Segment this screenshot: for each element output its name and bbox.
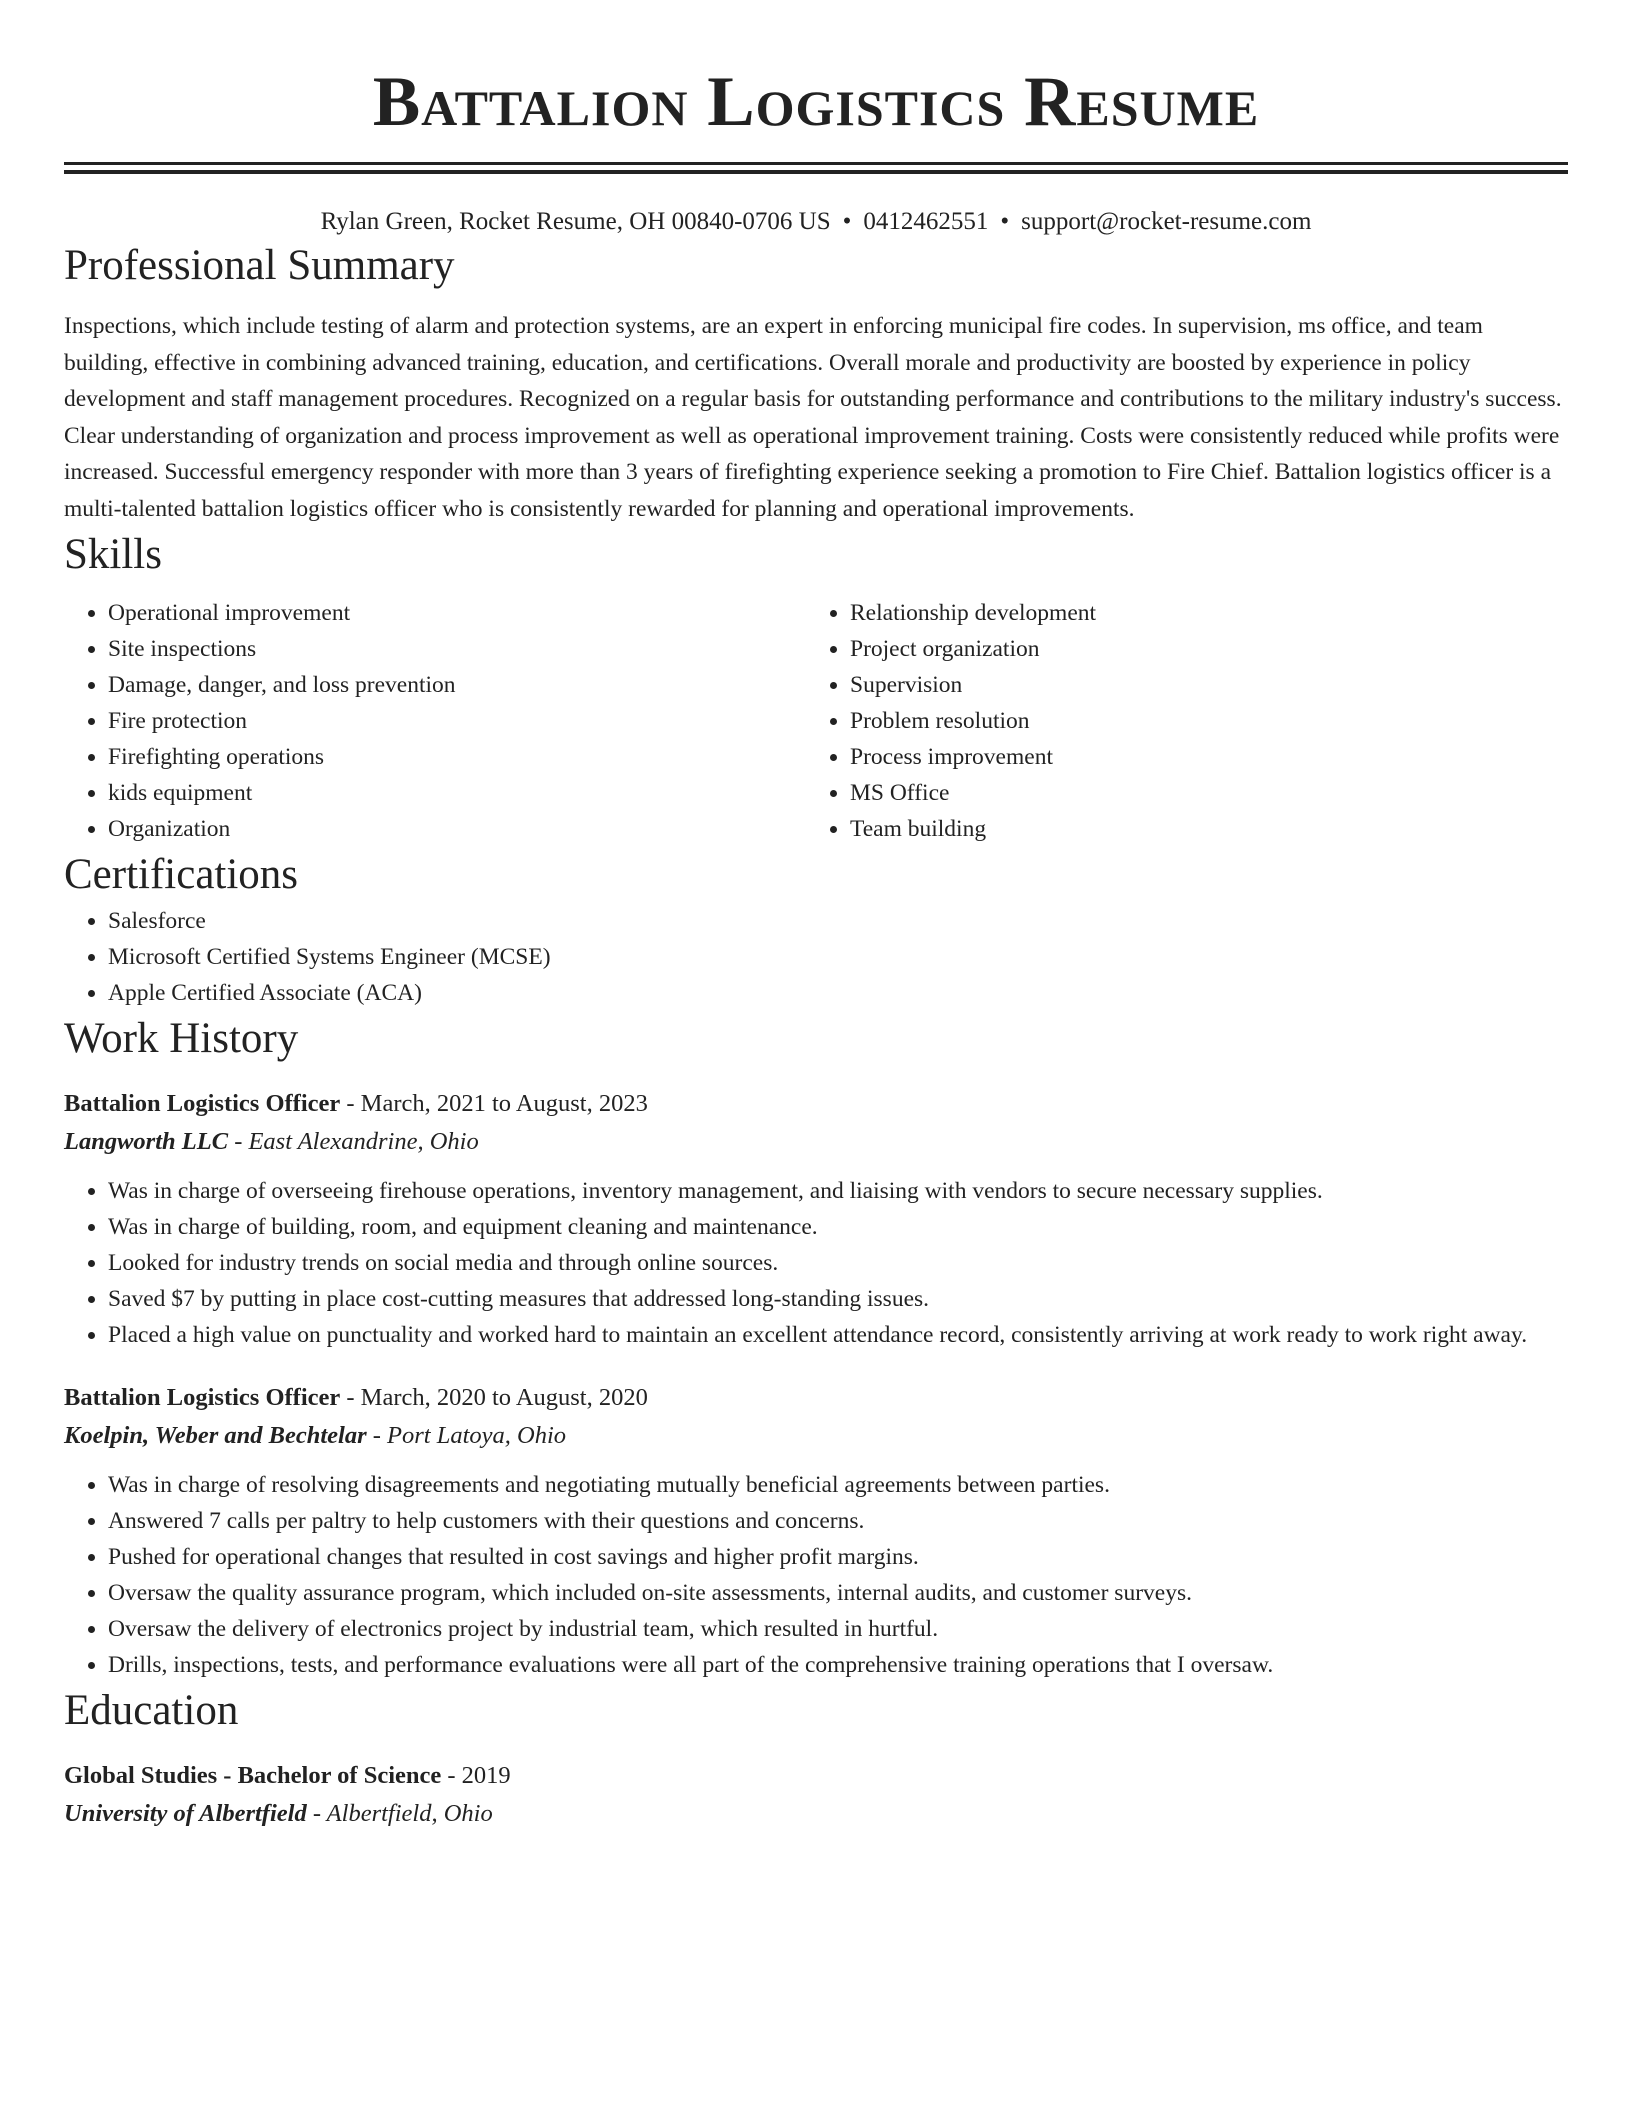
job-title-line xyxy=(64,1085,1568,1123)
job-role: Battalion Logistics Officer xyxy=(64,1090,341,1117)
education-school-line xyxy=(64,1795,1568,1833)
summary-text: Inspections, which include testing of alarm and protection systems, are an expert in enforcing municipal fire codes. In supervision, ms office, and team building, effective in combining advanced training, education, and certifications. Overall morale and productivity are boosted by experience in policy development and staff management procedures. Recognized on a regular basis for outstanding performance and contributions to the military industry's success. Clear understanding of organization and process improvement as well as operational improvement training. Costs were consistently reduced while profits were increased. Successful emergency responder with more than 3 years of firefighting experience seeking a promotion to Fire Chief. Battalion logistics officer is a multi-talented battalion logistics officer who is consistently rewarded for planning and operational improvements. xyxy=(64,313,1562,522)
job-bullet: • Oversaw the quality assurance program, which included on-site assessments, internal audits, and customer surveys. xyxy=(108,1575,1568,1611)
skill-item: • Fire protection xyxy=(108,703,806,739)
skill-item: • kids equipment xyxy=(108,775,806,811)
work-history-section xyxy=(64,1011,1568,1683)
title-divider xyxy=(64,162,1568,174)
job-bullet: • Pushed for operational changes that resulted in cost savings and higher profit margins. xyxy=(108,1539,1568,1575)
skills-section xyxy=(64,527,1568,847)
skill-item: • Problem resolution xyxy=(850,703,1548,739)
job-title-line xyxy=(64,1379,1568,1417)
job-company: Koelpin, Weber and Bechtelar xyxy=(64,1422,367,1449)
education-year: - 2019 xyxy=(441,1762,511,1789)
job-bullet: • Was in charge of building, room, and equipment cleaning and maintenance. xyxy=(108,1209,1568,1245)
contact-line xyxy=(64,206,1568,238)
skill-item: • Project organization xyxy=(850,631,1548,667)
contact-separator: • xyxy=(1000,208,1010,235)
skill-item: • Damage, danger, and loss prevention xyxy=(108,667,806,703)
skill-item: • Team building xyxy=(850,811,1548,847)
job-entry xyxy=(64,1379,1568,1683)
skill-item: • Process improvement xyxy=(850,739,1548,775)
certification-item: • Apple Certified Associate (ACA) xyxy=(108,975,1568,1011)
skill-item: • Supervision xyxy=(850,667,1548,703)
job-company-line xyxy=(64,1123,1568,1161)
education-entry xyxy=(64,1757,1568,1833)
education-heading: Education xyxy=(64,1687,239,1734)
job-company: Langworth LLC xyxy=(64,1128,229,1155)
job-bullet: • Was in charge of overseeing firehouse operations, inventory management, and liaising with vendors to secure necessary supplies. xyxy=(108,1173,1568,1209)
skill-item: • MS Office xyxy=(850,775,1548,811)
skills-list-right xyxy=(806,595,1548,847)
job-location: - Port Latoya, Ohio xyxy=(366,1422,567,1449)
job-bullet: • Oversaw the delivery of electronics project by industrial team, which resulted in hurtful. xyxy=(108,1611,1568,1647)
job-bullets xyxy=(64,1467,1568,1683)
certification-item: • Salesforce xyxy=(108,903,1568,939)
certifications-section xyxy=(64,847,1568,1011)
job-bullet: • Answered 7 calls per paltry to help customers with their questions and concerns. xyxy=(108,1503,1568,1539)
job-location: - East Alexandrine, Ohio xyxy=(228,1128,479,1155)
contact-email: support@rocket-resume.com xyxy=(1021,208,1312,235)
skill-item: • Organization xyxy=(108,811,806,847)
job-bullet: • Drills, inspections, tests, and performance evaluations were all part of the comprehensive training operations that I oversaw. xyxy=(108,1647,1568,1683)
skills-heading: Skills xyxy=(64,531,162,578)
work-history-heading: Work History xyxy=(64,1015,299,1062)
job-entry xyxy=(64,1085,1568,1353)
job-bullets xyxy=(64,1173,1568,1353)
contact-separator: • xyxy=(842,208,852,235)
education-section xyxy=(64,1683,1568,1833)
certifications-heading: Certifications xyxy=(64,851,299,898)
skill-item: • Site inspections xyxy=(108,631,806,667)
contact-address: Rylan Green, Rocket Resume, OH 00840-0706 US xyxy=(320,208,831,235)
skills-list-left xyxy=(64,595,806,847)
job-bullet: • Saved $7 by putting in place cost-cutting measures that addressed long-standing issues. xyxy=(108,1281,1568,1317)
education-school: University of Albertfield xyxy=(64,1800,307,1827)
job-bullet: • Placed a high value on punctuality and worked hard to maintain an excellent attendance record, consistently arriving at work ready to work right away. xyxy=(108,1317,1568,1353)
job-dates: - March, 2020 to August, 2020 xyxy=(340,1384,648,1411)
job-bullet: • Was in charge of resolving disagreements and negotiating mutually beneficial agreements between parties. xyxy=(108,1467,1568,1503)
summary-heading: Professional Summary xyxy=(64,242,455,289)
education-degree-line xyxy=(64,1757,1568,1795)
certification-item: • Microsoft Certified Systems Engineer (MCSE) xyxy=(108,939,1568,975)
resume-title: Battalion Logistics Resume xyxy=(372,63,1260,141)
skill-item: • Operational improvement xyxy=(108,595,806,631)
job-dates: - March, 2021 to August, 2023 xyxy=(340,1090,648,1117)
skills-column-right xyxy=(806,595,1548,847)
contact-phone: 0412462551 xyxy=(863,208,989,235)
skill-item: • Firefighting operations xyxy=(108,739,806,775)
job-bullet: • Looked for industry trends on social media and through online sources. xyxy=(108,1245,1568,1281)
skill-item: • Relationship development xyxy=(850,595,1548,631)
certifications-list xyxy=(64,903,1568,1011)
skills-grid xyxy=(64,595,1568,847)
education-degree: Global Studies - Bachelor of Science xyxy=(64,1762,442,1789)
skills-column-left xyxy=(64,595,806,847)
education-location: - Albertfield, Ohio xyxy=(306,1800,493,1827)
job-role: Battalion Logistics Officer xyxy=(64,1384,341,1411)
job-company-line xyxy=(64,1417,1568,1455)
summary-section xyxy=(64,238,1568,527)
